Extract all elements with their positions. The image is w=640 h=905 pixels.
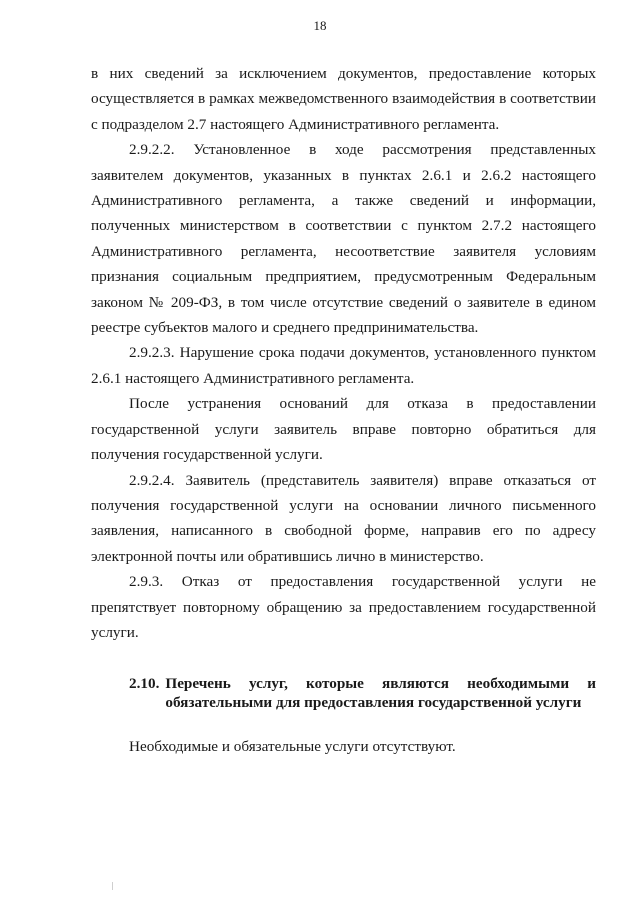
paragraph-continuation: в них сведений за исключением документов, предоставление которых осуществляется в рамках межведомственного взаимодействия в соответствии с подразделом 2.7 настоящего Административного регламента. [91,65,596,133]
section-title: Перечень услуг, которые являются необходимыми и обязательными для предоставления государственной услуги [165,675,596,711]
page-number: 18 [313,18,327,33]
section-heading [129,675,596,712]
paragraph-2-9-2-3: 2.9.2.3. Нарушение срока подачи документов, установленного пунктом 2.6.1 настоящего Административного регламента. [91,344,596,387]
paragraph-2-9-2-2: 2.9.2.2. Установленное в ходе рассмотрения представленных заявителем документов, указанных в пунктах 2.6.1 и 2.6.2 настоящего Административного регламента, а также сведений и информации, полученных министерством в соответствии с пунктом 2.7.2 настоящего Административного регламента, несоответствие заявителя условиям признания социальным предприятием, предусмотренным Федеральным законом № 209-ФЗ, в том числе отсутствие сведений о заявителе в едином реестре субъектов малого и среднего предпринимательства. [91,141,596,337]
section-number: 2.10. [129,675,160,693]
paragraph-2-9-3: 2.9.3. Отказ от предоставления государственной услуги не препятствует повторному обращению за предоставлением государственной услуги. [91,573,596,641]
document-body [91,61,596,760]
section-body: Необходимые и обязательные услуги отсутствуют. [129,738,456,756]
paragraph-2-9-2-4: 2.9.2.4. Заявитель (представитель заявителя) вправе отказаться от получения государственной услуги на основании личного письменного заявления, написанного в свободной форме, направив его по адресу электронной почты или обратившись лично в министерство. [91,471,596,565]
scan-artifact-mark [112,882,113,890]
paragraph-after-elimination: После устранения оснований для отказа в предоставлении государственной услуги заявитель вправе повторно обратиться для получения государственной услуги. [91,395,596,464]
